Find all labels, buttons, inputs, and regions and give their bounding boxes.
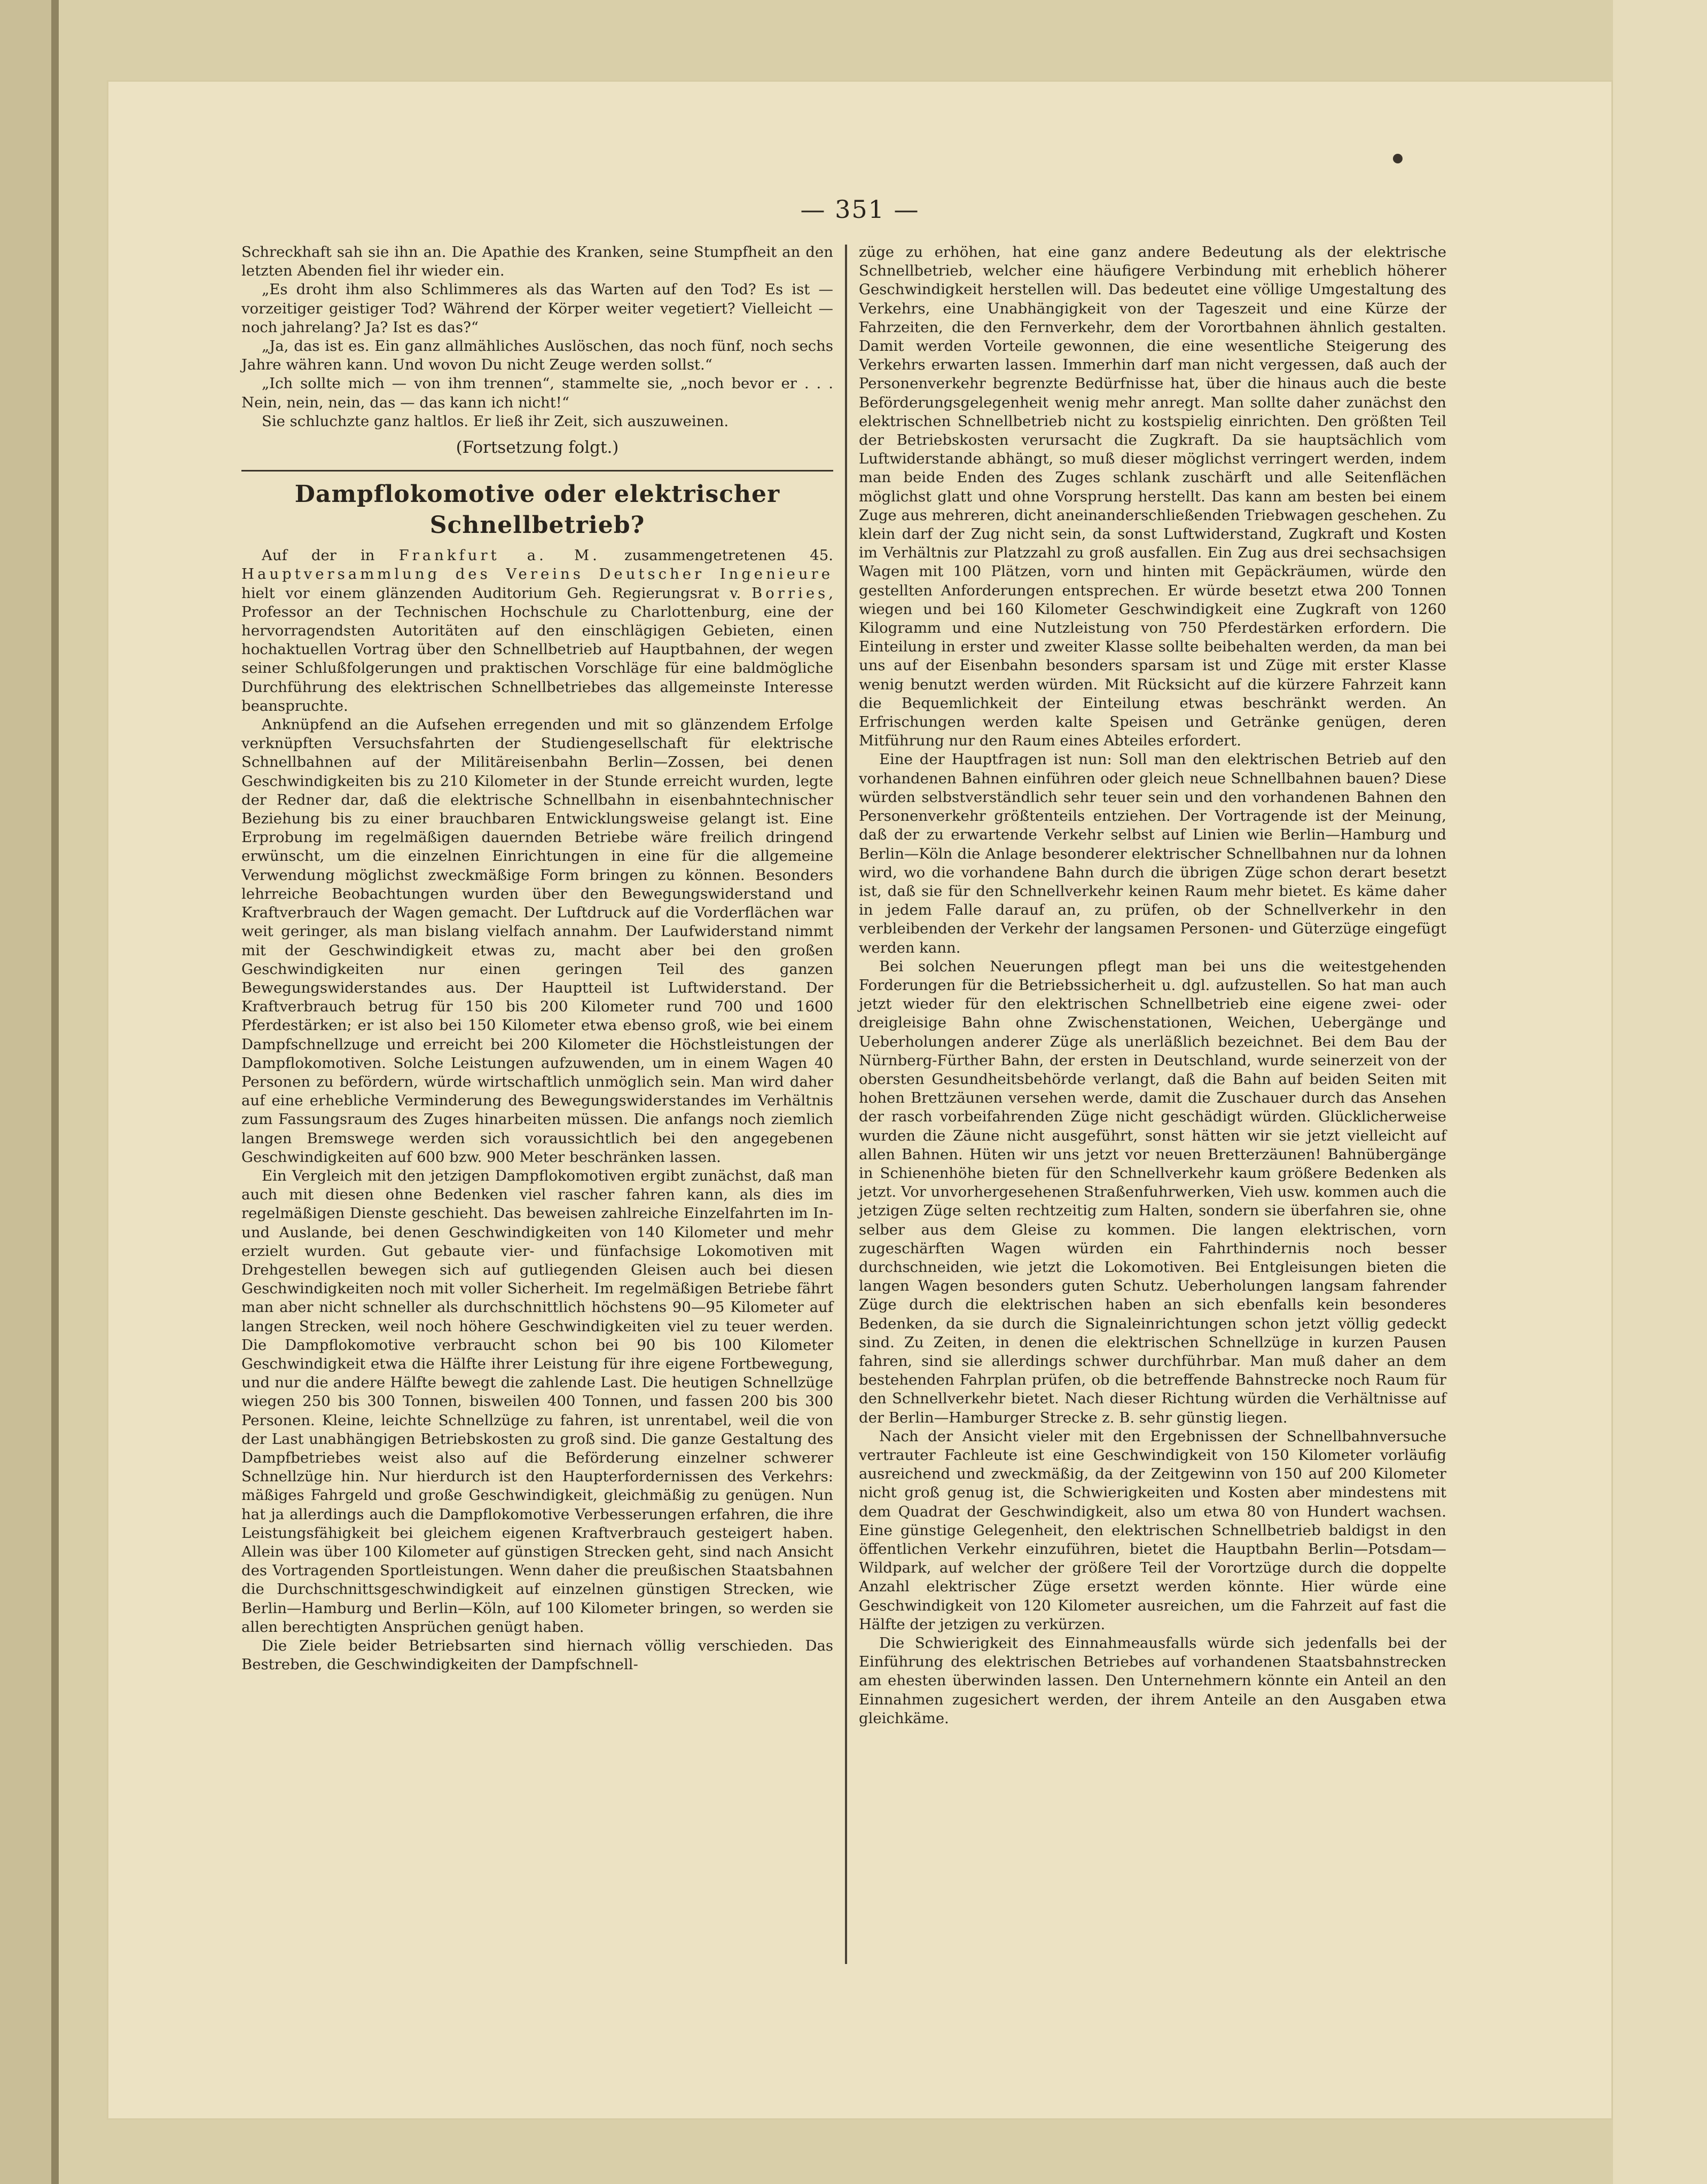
article-paragraph: Nach der Ansicht vieler mit den Ergebnissen der Schnellbahnversuche vertrauter Fachleute ist eine Geschwindigkeit von 150 Kilometer vorläufig ausreichend und zweckmäßig, da der Zeitgewinn von 150 auf 200 Kilometer nicht groß genug ist, die Schwierigkeiten und Kosten aber mindestens mit dem Quadrat der Geschwindigkeit, also um etwa 80 von Hundert wachsen. Eine günstige Gelegenheit, den elektrischen Schnellbetrieb baldigst in den öffentlichen Verkehr einzuführen, bietet die Hauptbahn Berlin—Potsdam—Wildpark, auf welcher der größere Teil der Vorortzüge durch die doppelte Anzahl elektrischer Züge ersetzt werden könnte. Hier würde eine Geschwindigkeit von 120 Kilometer ausreichen, um die Fahrzeit auf fast die Hälfte der jetzigen zu verkürzen. — [859, 1427, 1446, 1633]
headline-rule — [241, 470, 833, 472]
lead-text: , Professor an der Technischen Hochschule zu Charlottenburg, eine der hervorragendsten Autoritäten auf den einschlägigen Gebieten, einen hochaktuellen Vortrag über den Schnellbetrieb auf Hauptbahnen, der wegen seiner Schlußfolgerungen und praktischen Vorschläge für eine baldmögliche Durchführung des elektrischen Schnellbetriebes das allgemeinste Interesse beanspruchte. — [241, 584, 833, 714]
story-paragraph: „Es droht ihm also Schlimmeres als das Warten auf den Tod? Es ist — vorzeitiger geistiger Tod? Während der Körper weiter vegetiert? Vielleicht — noch jahrelang? Ja? Ist es das?“ — [241, 281, 833, 336]
article-paragraph: Anknüpfend an die Aufsehen erregenden und mit so glänzendem Erfolge verknüpften Versuchsfahrten der Studiengesellschaft für elektrische Schnellbahnen auf der Militäreisenbahn Berlin—Zossen, bei denen Geschwindigkeiten bis zu 210 Kilometer in der Stunde erreicht wurden, legte der Redner dar, daß die elektrische Schnellbahn in eisenbahntechnischer Beziehung bis zu einer brauchbaren Entwicklungsweise gelangt ist. Eine Erprobung im regelmäßigen dauernden Betriebe wäre freilich dringend erwünscht, um die einzelnen Einrichtungen in eine für die allgemeine Verwendung möglichst zweckmäßige Form bringen zu können. Besonders lehrreiche Beobachtungen wurden über den Bewegungswiderstand und Kraftverbrauch der Wagen gemacht. Der Luftdruck auf die Vorderflächen war weit geringer, als man bislang vielfach annahm. Der Laufwiderstand nimmt mit der Geschwindigkeit etwas zu, macht aber bei den großen Geschwindigkeiten nur einen geringen Teil des ganzen Bewegungswiderstandes aus. Der Hauptteil ist Luftwiderstand. Der Kraftverbrauch betrug für 150 bis 200 Kilometer rund 700 und 1600 Pferdestärken; er ist also bei 150 Kilometer etwa ebenso groß, wie bei einem Dampfschnellzuge und erreicht bei 200 Kilometer die Höchstleistungen der Dampflokomotiven. Solche Leistungen aufzuwenden, um in einem Wagen 40 Personen zu befördern, würde wirtschaftlich unmöglich sein. Man wird daher auf eine erhebliche Verminderung des Bewegungswiderstandes im Verhältnis zum Fassungsraum des Zuges hinarbeiten müssen. Die anfangs noch ziemlich langen Bremswege werden sich voraussichtlich bei den angegebenen Geschwindigkeiten auf 600 bzw. 900 Meter beschränken lassen. — [241, 716, 833, 1166]
article-paragraph: züge zu erhöhen, hat eine ganz andere Bedeutung als der elektrische Schnellbetrieb, welcher eine häufigere Verbindung mit erheblich höherer Geschwindigkeit herstellen will. Das bedeutet eine völlige Umgestaltung des Verkehrs, eine Unabhängigkeit von der Tageszeit und eine Kürze der Fahrzeiten, die den Fernverkehr, dem der Vorortbahnen ähnlich gestalten. Damit werden Vorteile gewonnen, die eine wesentliche Steigerung des Verkehrs erwarten lassen. Immerhin darf man nicht vergessen, daß auch der Personenverkehr begrenzte Bedürfnisse hat, über die hinaus auch die beste Beförderungsgelegenheit wenig mehr anregt. Man sollte daher zunächst den elektrischen Schnellbetrieb nicht zu kostspielig einrichten. Den größten Teil der Betriebskosten verursacht die Zugkraft. Da sie hauptsächlich vom Luftwiderstande abhängt, so muß dieser möglichst verringert werden, indem man beide Enden des Zuges schlank zuschärft und alle Seitenflächen möglichst glatt und ohne Vorsprung herstellt. Das kann am besten bei einem Zuge aus mehreren, dicht aneinanderschließenden Triebwagen geschehen. Zu klein darf der Zug nicht sein, da sonst Luftwiderstand, Zugkraft und Kosten im Verhältnis zur Platzzahl zu groß ausfallen. Ein Zug aus drei sechsachsigen Wagen mit 100 Plätzen, vorn und hinten mit Gepäckräumen, würde den gestellten Anforderungen entsprechen. Er würde besetzt etwa 200 Tonnen wiegen und bei 160 Kilometer Geschwindigkeit eine Zugkraft von 1260 Kilogramm und eine Nutzleistung von 750 Pferdestärken erfordern. Die Einteilung in erster und zweiter Klasse sollte beibehalten werden, da man bei uns auf der Eisenbahn besonders sparsam ist und Züge mit erster Klasse wenig benutzt werden würden. Mit Rücksicht auf die kürzere Fahrzeit kann die Bequemlichkeit der Einteilung etwas beschränkt werden. An Erfrischungen werden kalte Speisen und Getränke genügen, deren Mitführung nur den Raum eines Abteiles erfordert. — [859, 243, 1446, 750]
story-paragraph: Sie schluchzte ganz haltlos. Er ließ ihr Zeit, sich auszuweinen. — [262, 412, 729, 430]
story-paragraph: Schreckhaft sah sie ihn an. Die Apathie des Kranken, seine Stumpfheit an den letzten Abenden fiel ihr wieder ein. — [241, 243, 833, 280]
page-edge-shadow — [51, 0, 59, 2184]
column-divider — [845, 245, 847, 1964]
article-paragraph: Ein Vergleich mit den jetzigen Dampflokomotiven ergibt zunächst, daß man auch mit diesen ohne Bedenken viel rascher fahren kann, als dies im regelmäßigen Dienste geschieht. Das beweisen zahlreiche Einzelfahrten im In- und Auslande, bei denen Geschwindigkeiten von 140 Kilometer und mehr erzielt wurden. Gut gebaute vier- und fünfachsige Lokomotiven mit Drehgestellen bewegen sich auf gutliegenden Gleisen auch bei diesen Geschwindigkeiten noch mit voller Sicherheit. Im regelmäßigen Betriebe fährt man aber nicht schneller als durchschnittlich höchstens 90—95 Kilometer auf langen Strecken, weil noch höhere Geschwindigkeiten viel zu teuer werden. Die Dampflokomotive verbraucht schon bei 90 bis 100 Kilometer Geschwindigkeit etwa die Hälfte ihrer Leistung für ihre eigene Fortbewegung, und nur die andere Hälfte bewegt die zahlende Last. Die heutigen Schnellzüge wiegen 250 bis 300 Tonnen, bisweilen 400 Tonnen, und fassen 200 bis 300 Personen. Kleine, leichte Schnellzüge zu fahren, ist unrentabel, weil die von der Last unabhängigen Betriebskosten zu groß sind. Die ganze Gestaltung des Dampfbetriebes weist also auf die Beförderung einzelner schwerer Schnellzüge hin. Nur hierdurch ist den Haupterfordernissen des Verkehrs: mäßiges Fahrgeld und große Geschwindigkeit, gleichmäßig zu genügen. Nun hat ja allerdings auch die Dampflokomotive Verbesserungen erfahren, die ihre Leistungsfähigkeit bei gleichem eigenen Kraftverbrauch gesteigert haben. Allein was über 100 Kilometer auf günstigen Strecken geht, sind nach Ansicht des Vortragenden Sportleistungen. Wenn daher die preußischen Staatsbahnen die Durchschnittsgeschwindigkeit auf einzelnen günstigen Strecken, wie Berlin—Hamburg und Berlin—Köln, auf 100 Kilometer bringen, so werden sie allen berechtigten Ansprüchen genügt haben. — [241, 1167, 833, 1636]
scanner-backdrop-right — [1613, 0, 1707, 2184]
article-headline: Dampflokomotive oder elektrischer Schnellbetrieb? — [294, 481, 780, 539]
article-paragraph: Bei solchen Neuerungen pflegt man bei uns die weitestgehenden Forderungen für die Betriebssicherheit u. dgl. aufzustellen. So hat man auch jetzt wieder für den elektrischen Schnellbetrieb eine eigene zwei- oder dreigleisige Bahn ohne Zwischenstationen, Weichen, Uebergänge und Ueberholungen anderer Züge als unerläßlich bezeichnet. Bei dem Bau der Nürnberg-Fürther Bahn, der ersten in Deutschland, wurde seinerzeit von der obersten Gesundheitsbehörde verlangt, daß die Bahn auf beiden Seiten mit hohen Brettzäunen versehen werde, damit die Zuschauer durch das Ansehen der rasch vorbeifahrenden Züge nicht geschädigt würden. Glücklicherweise wurden die Zäune nicht ausgeführt, sonst hätten wir sie jetzt vielleicht auf allen Bahnen. Hüten wir uns jetzt vor neuen Bretterzäunen! Bahnübergänge in Schienenhöhe bieten für den Schnellverkehr kaum größere Bedenken als jetzt. Vor unvorhergesehenen Straßenfuhrwerken, Vieh usw. kommen auch die jetzigen Züge selten rechtzeitig zum Halten, sondern sie überfahren sie, ohne selber aus dem Gleise zu kommen. Die langen elektrischen, vorn zugeschärften Wagen würden ein Fahrthindernis noch besser durchschneiden, wie jetzt die Lokomotiven. Bei Entgleisungen bieten die langen Wagen besonders guten Schutz. Ueberholungen langsam fahrender Züge durch die elektrischen haben an sich ebenfalls kein besonderes Bedenken, da sie durch die Signaleinrichtungen schon jetzt völlig gedeckt sind. Zu Zeiten, in denen die elektrischen Schnellzüge in kurzen Pausen fahren, sind sie allerdings schwer durchführbar. Man muß daher an dem bestehenden Fahrplan prüfen, ob die betreffende Bahnstrecke noch Raum für den Schnellverkehr bietet. Nach dieser Richtung würden die Verhältnisse auf der Berlin—Hamburger Strecke z. B. sehr günstig liegen. — [859, 957, 1446, 1426]
lead-assembly: Hauptversammlung des Vereins Deutscher Ingenieure — [241, 565, 833, 583]
left-column — [241, 243, 833, 1674]
article-lead — [241, 546, 833, 716]
lead-text: hielt vor einem glänzenden Auditorium Geh. Regierungsrat v. — [241, 584, 751, 602]
lead-place: Frankfurt a. M. — [398, 547, 600, 564]
right-column — [859, 243, 1446, 1728]
continuation-note: (Fortsetzung folgt.) — [456, 438, 619, 458]
article-paragraph: Die Ziele beider Betriebsarten sind hiernach völlig verschieden. Das Bestreben, die Geschwindigkeiten der Dampfschnell- — [241, 1637, 833, 1674]
article-paragraph: Die Schwierigkeit des Einnahmeausfalls würde sich jedenfalls bei der Einführung des elektrischen Betriebes auf vorhandenen Staatsbahnstrecken am ehesten überwinden lassen. Den Unternehmern könnte ein Anteil an den Einnahmen zugesichert werden, der ihrem Anteile an den Ausgaben etwa gleichkäme. — [859, 1635, 1446, 1727]
ink-spot — [1393, 154, 1403, 163]
lead-text: zusammengetretenen 45. — [600, 547, 834, 564]
article-paragraph: Eine der Hauptfragen ist nun: Soll man den elektrischen Betrieb auf den vorhandenen Bahnen einführen oder gleich neue Schnellbahnen bauen? Diese würden selbstverständlich sehr teuer sein und den vorhandenen Bahnen den Personenverkehr größtenteils entziehen. Der Vortragende ist der Meinung, daß der zu erwartende Verkehr selbst auf Linien wie Berlin—Hamburg und Berlin—Köln die Anlage besonderer elektrischer Schnellbahnen nur da lohnen wird, wo die vorhandene Bahn durch die übrigen Züge schon derart besetzt ist, daß sie für den Schnellverkehr keinen Raum mehr bietet. Es käme daher in jedem Falle darauf an, zu prüfen, ob der Schnellverkehr in den verbleibenden der Verkehr der langsamen Personen- und Güterzüge eingefügt werden kann. — [859, 751, 1446, 956]
scanner-backdrop-left — [0, 0, 51, 2184]
lead-text: Auf der in — [262, 547, 399, 564]
lead-speaker: Borries — [751, 584, 829, 602]
story-paragraph: „Ja, das ist es. Ein ganz allmähliches Auslöschen, das noch fünf, noch sechs Jahre währen kann. Und wovon Du nicht Zeuge werden sollst.“ — [241, 337, 833, 374]
story-paragraph: „Ich sollte mich — von ihm trennen“, stammelte sie, „noch bevor er . . . Nein, nein, nein, das — das kann ich nicht!“ — [241, 375, 833, 411]
page-number: — 351 — — [800, 195, 920, 224]
